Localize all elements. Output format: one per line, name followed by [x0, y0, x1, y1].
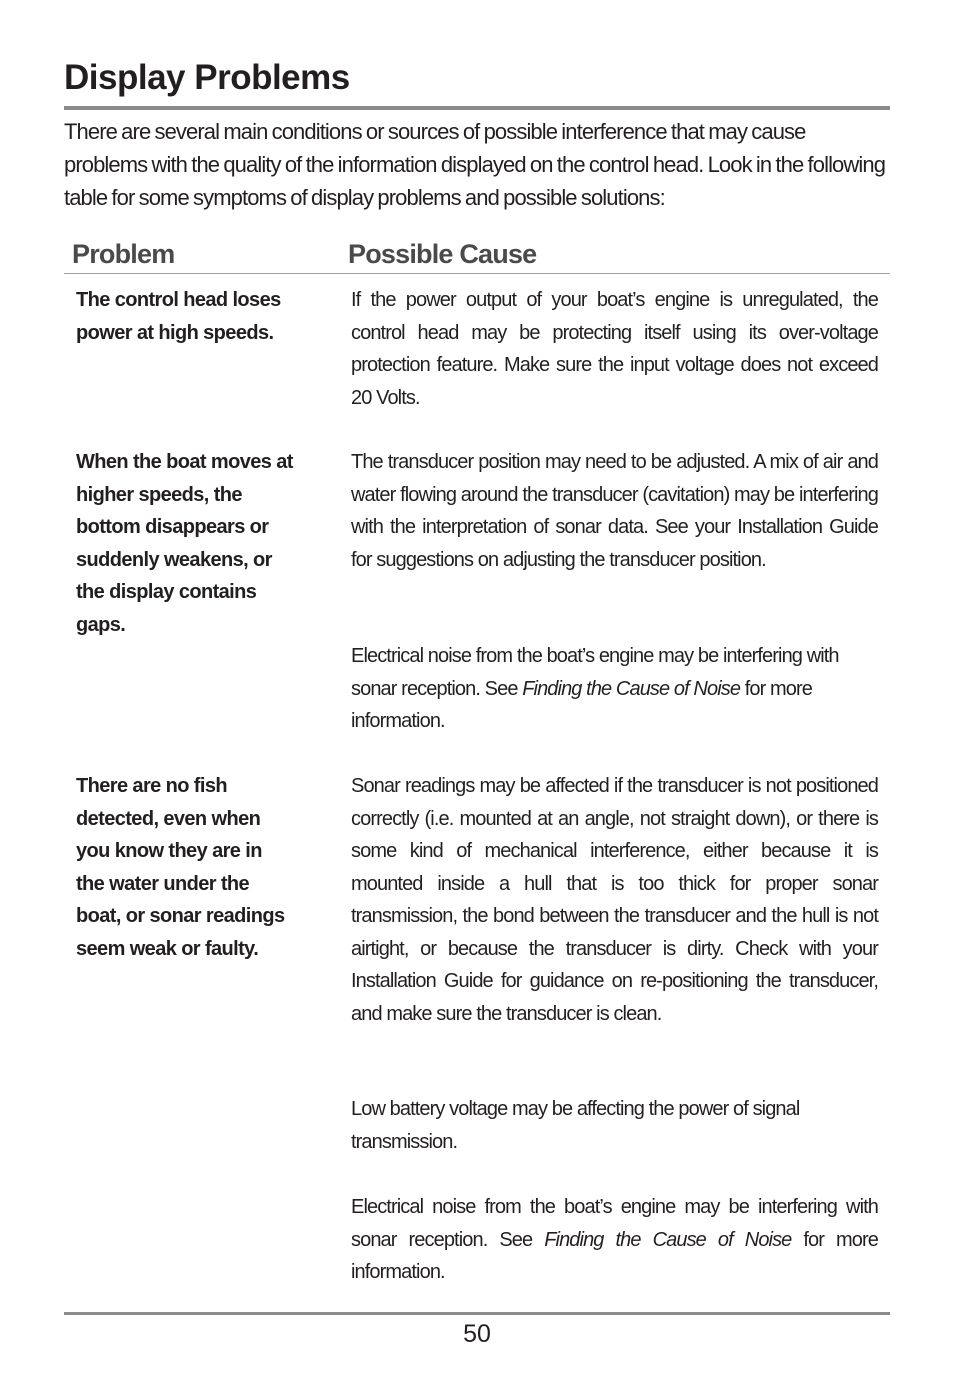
page-title: Display Problems — [64, 58, 350, 97]
cross-reference-link[interactable]: Finding the Cause of Noise — [522, 677, 741, 700]
problem-text: There are no fish detected, even when you know they are in the water under the boat, or sonar readings seem weak or faulty. — [76, 775, 285, 960]
column-header-problem: Problem — [72, 239, 175, 269]
cause-text-start: Electrical noise from the boat’s engine may be interfering with sonar reception. See — [351, 1196, 878, 1251]
cause-text-end: for more information. — [351, 677, 812, 732]
intro-paragraph: There are several main conditions or sources of possible interference that may cause problems with the quality of the information displayed on the control head. Look in the following table for some symptoms of display problems and possible solutions: — [64, 119, 886, 210]
cross-reference-link[interactable]: Finding the Cause of Noise — [544, 1228, 792, 1251]
cause-text-start: Electrical noise from the boat’s engine may be interfering with sonar reception. See — [351, 645, 839, 700]
column-header-possible-cause: Possible Cause — [348, 239, 537, 269]
footer-rule — [64, 1312, 890, 1315]
title-rule — [64, 106, 890, 110]
cause-paragraph: Sonar readings may be affected if the transducer is not positioned correctly (i.e. mounted at an angle, not straight down), or there is some kind of mechanical interference, either because it is mounted inside a hull that is too thick for proper sonar transmission, the bond between the transducer and the hull is not airtight, or because the transducer is dirty. Check with your Installation Guide for guidance on re-positioning the transducer, and make sure the transducer is clean. — [351, 775, 878, 1025]
cause-paragraph — [351, 1191, 878, 1289]
cause-paragraph — [351, 640, 878, 738]
header-rule — [64, 273, 890, 274]
cause-paragraph: If the power output of your boat’s engine is unregulated, the control head may be protecting itself using its over-voltage protection feature. Make sure the input voltage does not exceed 20 Volts. — [351, 289, 878, 409]
cause-text-end: for more information. — [351, 1228, 878, 1283]
problem-text: When the boat moves at higher speeds, the bottom disappears or suddenly weakens, or the display contains gaps. — [76, 451, 293, 636]
cause-paragraph: The transducer position may need to be adjusted. A mix of air and water flowing around the transducer (cavitation) may be interfering with the interpretation of sonar data. See your Installation Guide for suggestions on adjusting the transducer position. — [351, 451, 878, 571]
cause-paragraph: Low battery voltage may be affecting the power of signal transmission. — [351, 1098, 800, 1153]
problem-text: The control head loses power at high speeds. — [76, 289, 281, 344]
page-number: 50 — [463, 1320, 491, 1348]
